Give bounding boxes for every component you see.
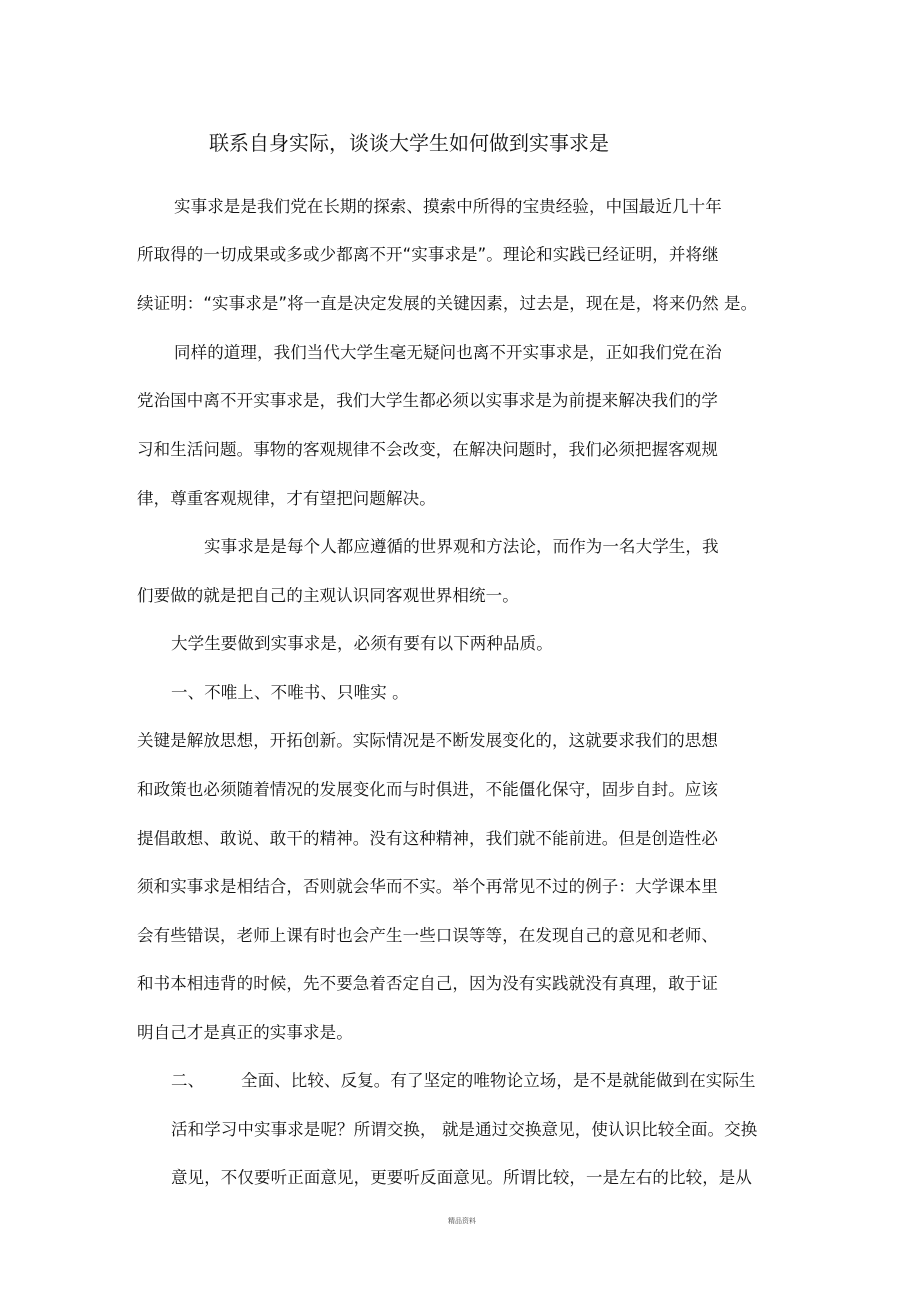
paragraph-line: 续证明：“实事求是”将一直是决定发展的关键因素，过去是，现在是，将来仍然 是。 bbox=[137, 294, 758, 313]
paragraph-line: 和政策也必须随着情况的发展变化而与时俱进，不能僵化保守，固步自封。应该 bbox=[137, 780, 718, 799]
paragraph-line: 实事求是是每个人都应遵循的世界观和方法论，而作为一名大学生，我 bbox=[204, 537, 719, 556]
paragraph-line: 关键是解放思想，开拓创新。实际情况是不断发展变化的，这就要求我们的思想 bbox=[137, 731, 718, 750]
section-heading: 全面、比较、反复。有了坚定的唯物论立场，是不是就能做到在实际生 bbox=[241, 1071, 756, 1090]
paragraph-line: 党治国中离不开实事求是，我们大学生都必须以实事求是为前提来解决我们的学 bbox=[137, 391, 718, 410]
paragraph-line: 律，尊重客观规律，才有望把问题解决。 bbox=[137, 489, 436, 508]
document-title: 联系自身实际，谈谈大学生如何做到实事求是 bbox=[209, 131, 609, 155]
section-heading: 一、不唯上、不唯书、只唯实 。 bbox=[171, 683, 409, 702]
paragraph-line: 会有些错误，老师上课有时也会产生一些口误等等，在发现自己的意见和老师、 bbox=[137, 926, 718, 945]
paragraph-line: 活和学习中实事求是呢？所谓交换， 就是通过交换意见，使认识比较全面。交换 bbox=[171, 1120, 758, 1139]
paragraph-line: 所取得的一切成果或多或少都离不开“实事求是”。理论和实践已经证明，并将继 bbox=[137, 245, 719, 264]
paragraph-line: 和书本相违背的时候，先不要急着否定自己，因为没有实践就没有真理，敢于证 bbox=[137, 974, 718, 993]
paragraph-line: 大学生要做到实事求是，必须有要有以下两种品质。 bbox=[171, 634, 553, 653]
paragraph-line: 提倡敢想、敢说、敢干的精神。没有这种精神，我们就不能前进。但是创造性必 bbox=[137, 829, 718, 848]
section-number: 二、 bbox=[171, 1071, 205, 1090]
page-footer: 精品资料 bbox=[448, 1217, 476, 1225]
paragraph-line: 同样的道理，我们当代大学生毫无疑问也离不开实事求是，正如我们党在治 bbox=[174, 343, 722, 362]
paragraph-line: 们要做的就是把自己的主观认识同客观世界相统一。 bbox=[137, 586, 519, 605]
paragraph-line: 实事求是是我们党在长期的探索、摸索中所得的宝贵经验，中国最近几十年 bbox=[174, 197, 722, 216]
paragraph-line: 明自己才是真正的实事求是。 bbox=[137, 1023, 353, 1042]
paragraph-line: 意见，不仅要听正面意见，更要听反面意见。所谓比较，一是左右的比较，是从 bbox=[171, 1168, 752, 1187]
paragraph-line: 须和实事求是相结合，否则就会华而不实。举个再常见不过的例子：大学课本里 bbox=[137, 877, 718, 896]
paragraph-line: 习和生活问题。事物的客观规律不会改变，在解决问题时，我们必须把握客观规 bbox=[137, 440, 718, 459]
